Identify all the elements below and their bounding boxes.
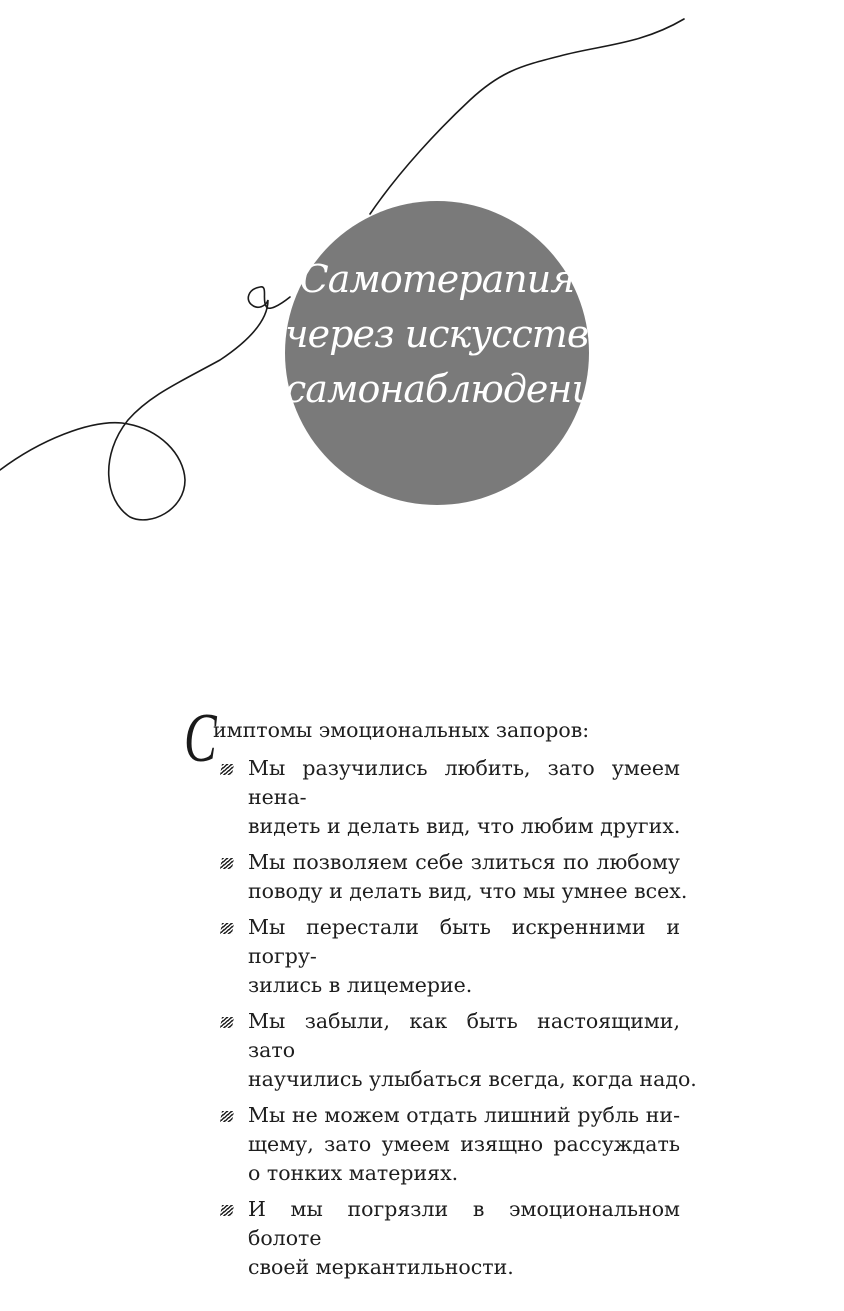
hatched-square-bullet-icon [220, 764, 234, 775]
chapter-title-line: самонаблюдения [285, 367, 620, 411]
hatched-square-bullet-icon [220, 923, 234, 934]
list-item [184, 848, 688, 906]
list-item-line: Мы перестали быть искренними и погру- [248, 915, 680, 968]
symptoms-list [184, 754, 697, 1282]
hatched-square-bullet-icon [220, 1111, 234, 1122]
list-item-line: видеть и делать вид, что любим других. [248, 814, 681, 838]
list-item-line: своей меркантильности. [248, 1255, 514, 1279]
list-item-line: научились улыбаться всегда, когда надо. [248, 1067, 697, 1091]
body-text [184, 700, 697, 1289]
chapter-title-line: через искусство [285, 312, 610, 356]
list-item-line: Мы разучились любить, зато умеем нена- [248, 756, 680, 809]
list-item-line: щему, зато умеем изящно рассуждать [248, 1132, 680, 1156]
list-item-line: Мы не можем отдать лишний рубль ни- [248, 1103, 680, 1127]
hatched-square-bullet-icon [220, 1205, 234, 1216]
list-item [184, 1101, 680, 1188]
chapter-title-line: Самотерапия [299, 257, 575, 301]
list-item [184, 754, 680, 841]
list-item-line: И мы погрязли в эмоциональном болоте [248, 1197, 680, 1250]
list-item-line: зились в лицемерие. [248, 973, 473, 997]
list-item-line: Мы забыли, как быть настоящими, зато [248, 1009, 680, 1062]
hatched-square-bullet-icon [220, 858, 234, 869]
intro-text: имптомы эмоциональных запоров: [213, 718, 590, 742]
hatched-square-bullet-icon [220, 1017, 234, 1028]
list-item [184, 913, 680, 1000]
list-item-line: о тонких материях. [248, 1161, 459, 1185]
chapter-title [285, 252, 620, 417]
list-item [184, 1007, 697, 1094]
list-item [184, 1195, 680, 1282]
list-item-line: поводу и делать вид, что мы умнее всех. [248, 879, 688, 903]
drop-cap: С [184, 700, 217, 777]
list-item-line: Мы позволяем себе злиться по любому [248, 850, 680, 874]
intro-paragraph [184, 700, 680, 777]
